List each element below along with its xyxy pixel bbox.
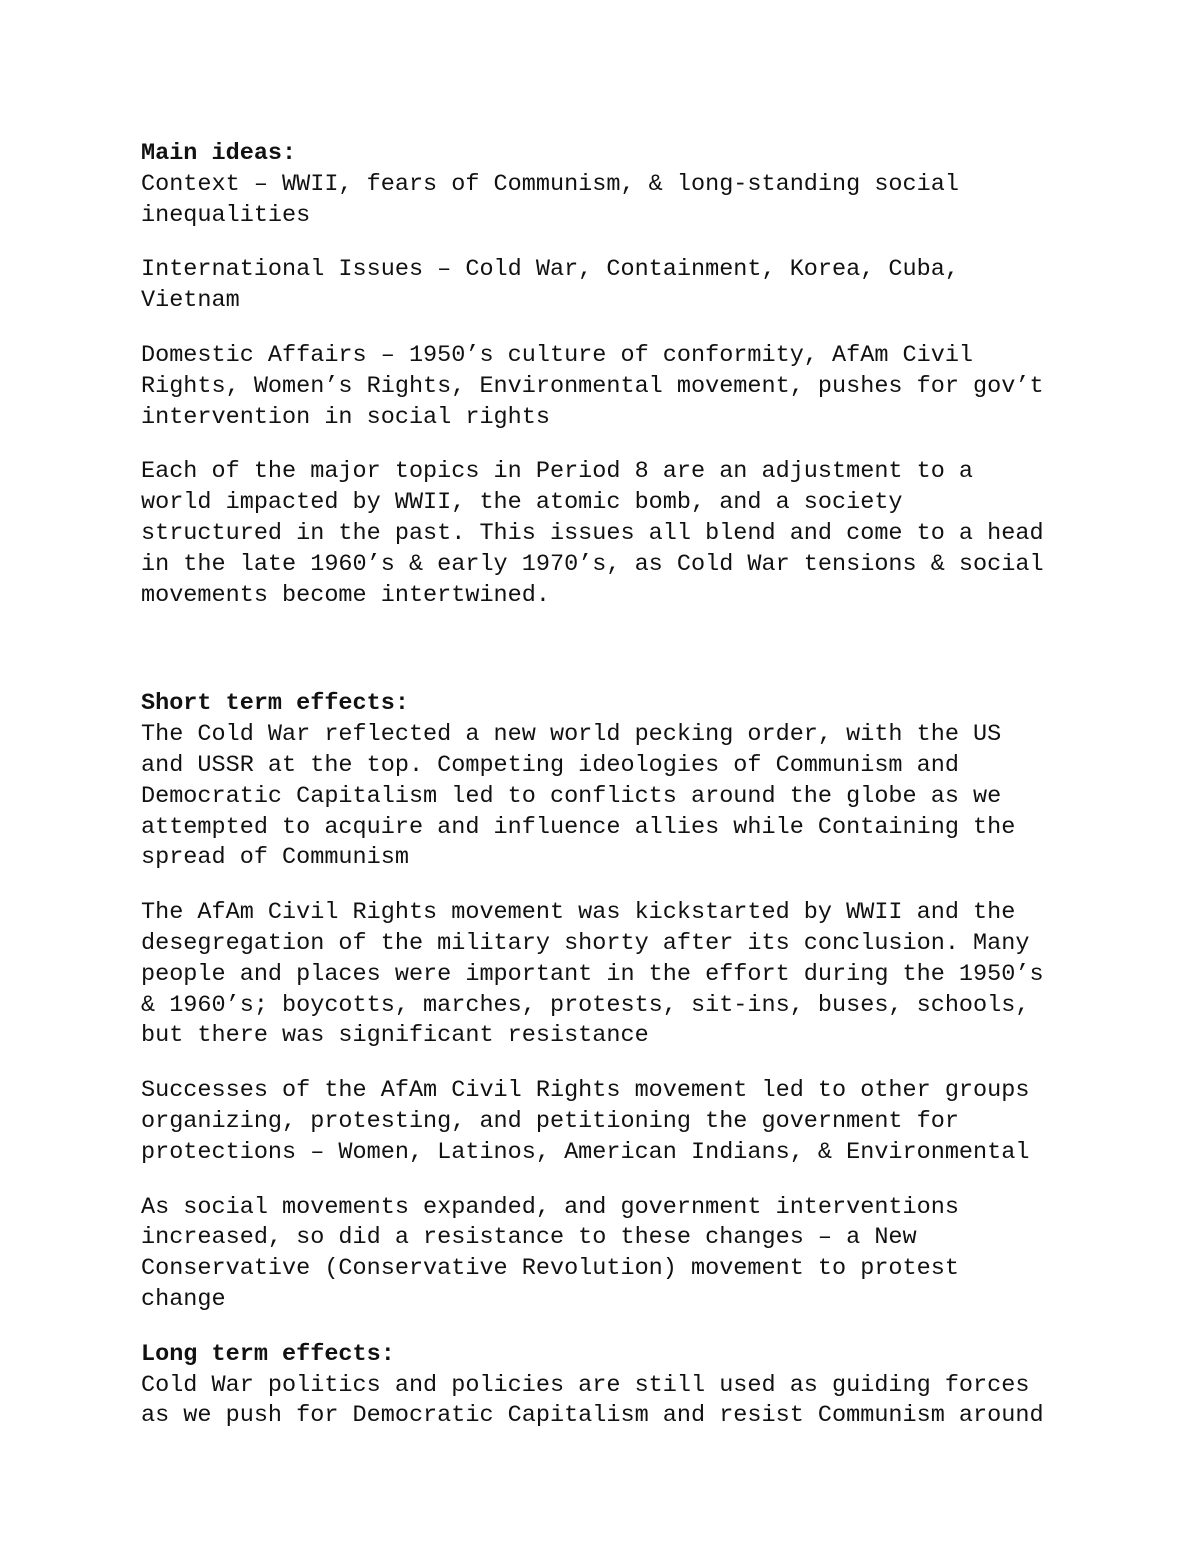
text-line: Successes of the AfAm Civil Rights movement led to other groups (141, 1077, 1030, 1105)
text-line: structured in the past. This issues all blend and come to a head (141, 519, 1044, 547)
text-line: desegregation of the military shorty after its conclusion. Many (141, 929, 1030, 957)
text-line: Conservative (Conservative Revolution) movement to protest (141, 1255, 959, 1283)
text-line: change (141, 1285, 226, 1313)
text-line: movements become intertwined. (141, 581, 550, 609)
text-line: in the late 1960’s & early 1970’s, as Cold War tensions & social (141, 550, 1044, 578)
paragraph (141, 1193, 1141, 1316)
text-line: & 1960’s; boycotts, marches, protests, sit-ins, buses, schools, (141, 991, 1030, 1019)
paragraph (141, 255, 1141, 317)
paragraph (141, 898, 1141, 1052)
text-line: increased, so did a resistance to these changes – a New (141, 1224, 917, 1252)
section-short-term-effects (141, 689, 1141, 1315)
text-line: and USSR at the top. Competing ideologies of Communism and (141, 751, 959, 779)
text-line: Cold War politics and policies are still used as guiding forces (141, 1371, 1030, 1399)
text-line: inequalities (141, 201, 311, 229)
section-heading-main-ideas: Main ideas: (141, 140, 297, 167)
text-line: The AfAm Civil Rights movement was kickstarted by WWII and the (141, 899, 1016, 927)
text-line: attempted to acquire and influence allies while Containing the (141, 813, 1016, 841)
text-line: Democratic Capitalism led to conflicts around the globe as we (141, 782, 1002, 810)
paragraph (141, 170, 1141, 232)
text-line: International Issues – Cold War, Containment, Korea, Cuba, (141, 256, 959, 284)
text-line: people and places were important in the effort during the 1950’s (141, 960, 1044, 988)
paragraph (141, 1371, 1141, 1433)
text-line: Context – WWII, fears of Communism, & long-standing social (141, 170, 959, 198)
section-main-ideas (141, 139, 1141, 611)
text-line: protections – Women, Latinos, American Indians, & Environmental (141, 1138, 1030, 1166)
paragraph (141, 457, 1141, 611)
text-line: Vietnam (141, 287, 240, 315)
text-line: As social movements expanded, and government interventions (141, 1193, 959, 1221)
text-line: world impacted by WWII, the atomic bomb, and a society (141, 489, 903, 517)
text-line: Domestic Affairs – 1950’s culture of conformity, AfAm Civil (141, 341, 974, 369)
text-line: Rights, Women’s Rights, Environmental movement, pushes for gov’t (141, 372, 1044, 400)
section-heading-long-term-effects: Long term effects: (141, 1340, 395, 1368)
document-page (141, 139, 1141, 1456)
text-line: spread of Communism (141, 844, 409, 872)
section-spacer (141, 635, 1141, 689)
paragraph (141, 720, 1141, 874)
paragraph (141, 341, 1141, 433)
text-line: organizing, protesting, and petitioning the government for (141, 1107, 959, 1135)
text-line: intervention in social rights (141, 403, 550, 431)
text-line: but there was significant resistance (141, 1022, 649, 1050)
text-line: The Cold War reflected a new world pecking order, with the US (141, 721, 1002, 749)
paragraph (141, 1076, 1141, 1168)
section-heading-short-term-effects: Short term effects: (141, 690, 409, 718)
section-long-term-effects (141, 1340, 1141, 1432)
text-line: as we push for Democratic Capitalism and resist Communism around (141, 1402, 1044, 1430)
text-line: Each of the major topics in Period 8 are an adjustment to a (141, 458, 974, 486)
